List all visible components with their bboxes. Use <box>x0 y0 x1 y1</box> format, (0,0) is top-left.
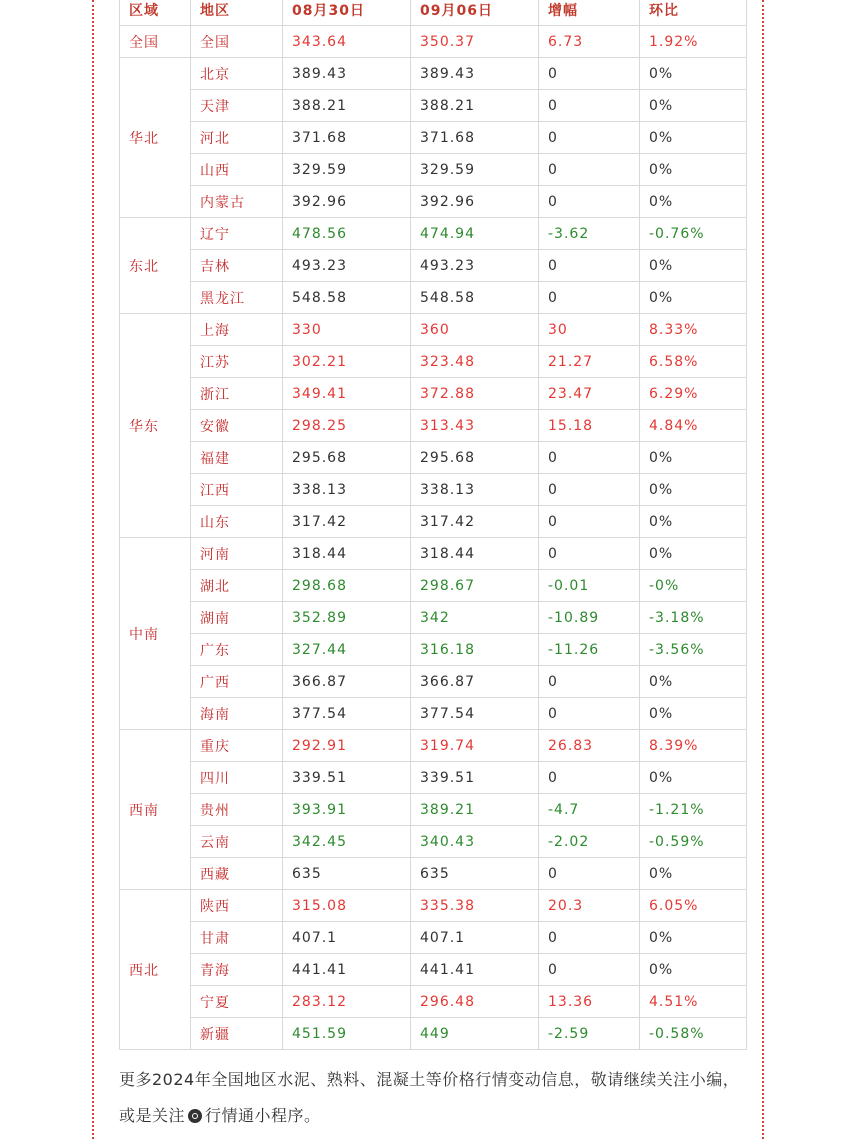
ratio-cell: -0% <box>640 570 747 602</box>
table-row <box>120 538 747 570</box>
change-cell: -11.26 <box>539 634 640 666</box>
mini-program-icon[interactable] <box>188 1109 202 1123</box>
ratio-cell: 6.58% <box>640 346 747 378</box>
table-row <box>120 1018 747 1050</box>
change-cell: -0.01 <box>539 570 640 602</box>
ratio-cell: -0.59% <box>640 826 747 858</box>
prev-price-cell: 451.59 <box>283 1018 411 1050</box>
mini-program-link[interactable]: 行情通小程序 <box>205 1106 305 1125</box>
prev-price-cell: 292.91 <box>283 730 411 762</box>
header-change: 增幅 <box>539 0 640 26</box>
change-cell: 30 <box>539 314 640 346</box>
header-prev-date: 08月30日 <box>283 0 411 26</box>
change-cell: 0 <box>539 250 640 282</box>
change-cell: -2.59 <box>539 1018 640 1050</box>
table-row <box>120 250 747 282</box>
header-curr-date: 09月06日 <box>411 0 539 26</box>
change-cell: 0 <box>539 122 640 154</box>
ratio-cell: -0.58% <box>640 1018 747 1050</box>
ratio-cell: -1.21% <box>640 794 747 826</box>
table-body <box>120 26 747 1050</box>
change-cell: 21.27 <box>539 346 640 378</box>
curr-price-cell: 329.59 <box>411 154 539 186</box>
change-cell: 0 <box>539 506 640 538</box>
region-cell: 中南 <box>120 538 191 730</box>
area-cell: 四川 <box>191 762 283 794</box>
change-cell: -2.02 <box>539 826 640 858</box>
change-cell: 15.18 <box>539 410 640 442</box>
ratio-cell: 0% <box>640 122 747 154</box>
table-row <box>120 570 747 602</box>
change-cell: 0 <box>539 762 640 794</box>
table-row <box>120 826 747 858</box>
table-row <box>120 154 747 186</box>
curr-price-cell: 389.43 <box>411 58 539 90</box>
prev-price-cell: 635 <box>283 858 411 890</box>
area-cell: 辽宁 <box>191 218 283 250</box>
prev-price-cell: 317.42 <box>283 506 411 538</box>
area-cell: 湖南 <box>191 602 283 634</box>
table-row <box>120 58 747 90</box>
area-cell: 云南 <box>191 826 283 858</box>
ratio-cell: 0% <box>640 90 747 122</box>
prev-price-cell: 352.89 <box>283 602 411 634</box>
change-cell: 13.36 <box>539 986 640 1018</box>
area-cell: 河北 <box>191 122 283 154</box>
prev-price-cell: 548.58 <box>283 282 411 314</box>
change-cell: 0 <box>539 954 640 986</box>
region-cell: 华北 <box>120 58 191 218</box>
ratio-cell: -3.18% <box>640 602 747 634</box>
prev-price-cell: 343.64 <box>283 26 411 58</box>
prev-price-cell: 298.68 <box>283 570 411 602</box>
curr-price-cell: 295.68 <box>411 442 539 474</box>
area-cell: 内蒙古 <box>191 186 283 218</box>
area-cell: 天津 <box>191 90 283 122</box>
table-row <box>120 282 747 314</box>
curr-price-cell: 493.23 <box>411 250 539 282</box>
table-row <box>120 218 747 250</box>
area-cell: 浙江 <box>191 378 283 410</box>
area-cell: 甘肃 <box>191 922 283 954</box>
curr-price-cell: 548.58 <box>411 282 539 314</box>
curr-price-cell: 296.48 <box>411 986 539 1018</box>
table-row <box>120 506 747 538</box>
prev-price-cell: 339.51 <box>283 762 411 794</box>
change-cell: 0 <box>539 442 640 474</box>
table-row <box>120 186 747 218</box>
prev-price-cell: 338.13 <box>283 474 411 506</box>
area-cell: 湖北 <box>191 570 283 602</box>
table-row <box>120 634 747 666</box>
table-row <box>120 122 747 154</box>
prev-price-cell: 283.12 <box>283 986 411 1018</box>
area-cell: 山西 <box>191 154 283 186</box>
area-cell: 西藏 <box>191 858 283 890</box>
area-cell: 安徽 <box>191 410 283 442</box>
prev-price-cell: 329.59 <box>283 154 411 186</box>
curr-price-cell: 342 <box>411 602 539 634</box>
area-cell: 北京 <box>191 58 283 90</box>
curr-price-cell: 339.51 <box>411 762 539 794</box>
change-cell: 0 <box>539 90 640 122</box>
prev-price-cell: 298.25 <box>283 410 411 442</box>
curr-price-cell: 389.21 <box>411 794 539 826</box>
table-row <box>120 954 747 986</box>
area-cell: 上海 <box>191 314 283 346</box>
ratio-cell: 0% <box>640 282 747 314</box>
table-row <box>120 26 747 58</box>
change-cell: 0 <box>539 666 640 698</box>
prev-price-cell: 392.96 <box>283 186 411 218</box>
table-row <box>120 666 747 698</box>
region-cell: 西北 <box>120 890 191 1050</box>
curr-price-cell: 392.96 <box>411 186 539 218</box>
region-cell: 西南 <box>120 730 191 890</box>
change-cell: -4.7 <box>539 794 640 826</box>
curr-price-cell: 323.48 <box>411 346 539 378</box>
prev-price-cell: 330 <box>283 314 411 346</box>
ratio-cell: 0% <box>640 954 747 986</box>
ratio-cell: 4.51% <box>640 986 747 1018</box>
header-ratio: 环比 <box>640 0 747 26</box>
curr-price-cell: 318.44 <box>411 538 539 570</box>
footer-period: 。 <box>304 1106 321 1125</box>
area-cell: 贵州 <box>191 794 283 826</box>
prev-price-cell: 366.87 <box>283 666 411 698</box>
prev-price-cell: 493.23 <box>283 250 411 282</box>
change-cell: 0 <box>539 282 640 314</box>
area-cell: 河南 <box>191 538 283 570</box>
ratio-cell: 0% <box>640 58 747 90</box>
header-region: 区域 <box>120 0 191 26</box>
table-row <box>120 730 747 762</box>
area-cell: 广西 <box>191 666 283 698</box>
area-cell: 全国 <box>191 26 283 58</box>
area-cell: 江西 <box>191 474 283 506</box>
area-cell: 海南 <box>191 698 283 730</box>
prev-price-cell: 349.41 <box>283 378 411 410</box>
curr-price-cell: 319.74 <box>411 730 539 762</box>
table-header-row <box>120 0 747 26</box>
area-cell: 山东 <box>191 506 283 538</box>
prev-price-cell: 441.41 <box>283 954 411 986</box>
prev-price-cell: 407.1 <box>283 922 411 954</box>
prev-price-cell: 327.44 <box>283 634 411 666</box>
table-row <box>120 698 747 730</box>
change-cell: 0 <box>539 538 640 570</box>
change-cell: 0 <box>539 858 640 890</box>
change-cell: 0 <box>539 474 640 506</box>
curr-price-cell: 635 <box>411 858 539 890</box>
change-cell: 0 <box>539 922 640 954</box>
prev-price-cell: 295.68 <box>283 442 411 474</box>
header-area: 地区 <box>191 0 283 26</box>
curr-price-cell: 388.21 <box>411 90 539 122</box>
table-row <box>120 410 747 442</box>
change-cell: 23.47 <box>539 378 640 410</box>
ratio-cell: 0% <box>640 506 747 538</box>
ratio-cell: 6.29% <box>640 378 747 410</box>
area-cell: 新疆 <box>191 1018 283 1050</box>
curr-price-cell: 338.13 <box>411 474 539 506</box>
ratio-cell: 0% <box>640 250 747 282</box>
ratio-cell: 0% <box>640 474 747 506</box>
change-cell: 20.3 <box>539 890 640 922</box>
curr-price-cell: 360 <box>411 314 539 346</box>
ratio-cell: -0.76% <box>640 218 747 250</box>
area-cell: 青海 <box>191 954 283 986</box>
ratio-cell: 0% <box>640 442 747 474</box>
region-cell: 全国 <box>120 26 191 58</box>
curr-price-cell: 372.88 <box>411 378 539 410</box>
table-row <box>120 890 747 922</box>
area-cell: 福建 <box>191 442 283 474</box>
left-dotted-border <box>92 0 94 1139</box>
change-cell: -3.62 <box>539 218 640 250</box>
ratio-cell: 0% <box>640 922 747 954</box>
change-cell: 0 <box>539 186 640 218</box>
region-cell: 东北 <box>120 218 191 314</box>
prev-price-cell: 342.45 <box>283 826 411 858</box>
ratio-cell: 0% <box>640 762 747 794</box>
curr-price-cell: 366.87 <box>411 666 539 698</box>
prev-price-cell: 302.21 <box>283 346 411 378</box>
curr-price-cell: 335.38 <box>411 890 539 922</box>
prev-price-cell: 389.43 <box>283 58 411 90</box>
curr-price-cell: 313.43 <box>411 410 539 442</box>
table-row <box>120 762 747 794</box>
table-row <box>120 314 747 346</box>
table-row <box>120 378 747 410</box>
ratio-cell: 0% <box>640 538 747 570</box>
table-row <box>120 986 747 1018</box>
region-cell: 华东 <box>120 314 191 538</box>
table-row <box>120 346 747 378</box>
area-cell: 重庆 <box>191 730 283 762</box>
ratio-cell: 1.92% <box>640 26 747 58</box>
prev-price-cell: 371.68 <box>283 122 411 154</box>
change-cell: 0 <box>539 154 640 186</box>
ratio-cell: 0% <box>640 858 747 890</box>
ratio-cell: 0% <box>640 666 747 698</box>
ratio-cell: 8.39% <box>640 730 747 762</box>
area-cell: 广东 <box>191 634 283 666</box>
curr-price-cell: 474.94 <box>411 218 539 250</box>
curr-price-cell: 298.67 <box>411 570 539 602</box>
prev-price-cell: 315.08 <box>283 890 411 922</box>
ratio-cell: 0% <box>640 154 747 186</box>
change-cell: 26.83 <box>539 730 640 762</box>
area-cell: 陕西 <box>191 890 283 922</box>
right-dotted-border <box>762 0 764 1139</box>
table-row <box>120 474 747 506</box>
table-row <box>120 922 747 954</box>
change-cell: 0 <box>539 58 640 90</box>
prev-price-cell: 377.54 <box>283 698 411 730</box>
area-cell: 黑龙江 <box>191 282 283 314</box>
ratio-cell: 4.84% <box>640 410 747 442</box>
table-row <box>120 794 747 826</box>
table-row <box>120 602 747 634</box>
curr-price-cell: 350.37 <box>411 26 539 58</box>
curr-price-cell: 449 <box>411 1018 539 1050</box>
change-cell: 6.73 <box>539 26 640 58</box>
footer-text: 更多2024年全国地区水泥、熟料、混凝土等价格行情变动信息，敬请继续关注小编，或是关注 <box>119 1070 740 1125</box>
table-row <box>120 442 747 474</box>
curr-price-cell: 377.54 <box>411 698 539 730</box>
footer-paragraph <box>119 1062 749 1134</box>
area-cell: 江苏 <box>191 346 283 378</box>
curr-price-cell: 371.68 <box>411 122 539 154</box>
area-cell: 宁夏 <box>191 986 283 1018</box>
prev-price-cell: 478.56 <box>283 218 411 250</box>
curr-price-cell: 317.42 <box>411 506 539 538</box>
prev-price-cell: 318.44 <box>283 538 411 570</box>
ratio-cell: 6.05% <box>640 890 747 922</box>
change-cell: -10.89 <box>539 602 640 634</box>
ratio-cell: -3.56% <box>640 634 747 666</box>
change-cell: 0 <box>539 698 640 730</box>
area-cell: 吉林 <box>191 250 283 282</box>
curr-price-cell: 407.1 <box>411 922 539 954</box>
table-row <box>120 90 747 122</box>
prev-price-cell: 388.21 <box>283 90 411 122</box>
curr-price-cell: 340.43 <box>411 826 539 858</box>
ratio-cell: 0% <box>640 186 747 218</box>
curr-price-cell: 316.18 <box>411 634 539 666</box>
prev-price-cell: 393.91 <box>283 794 411 826</box>
ratio-cell: 8.33% <box>640 314 747 346</box>
table-row <box>120 858 747 890</box>
curr-price-cell: 441.41 <box>411 954 539 986</box>
ratio-cell: 0% <box>640 698 747 730</box>
price-table <box>119 0 747 1050</box>
